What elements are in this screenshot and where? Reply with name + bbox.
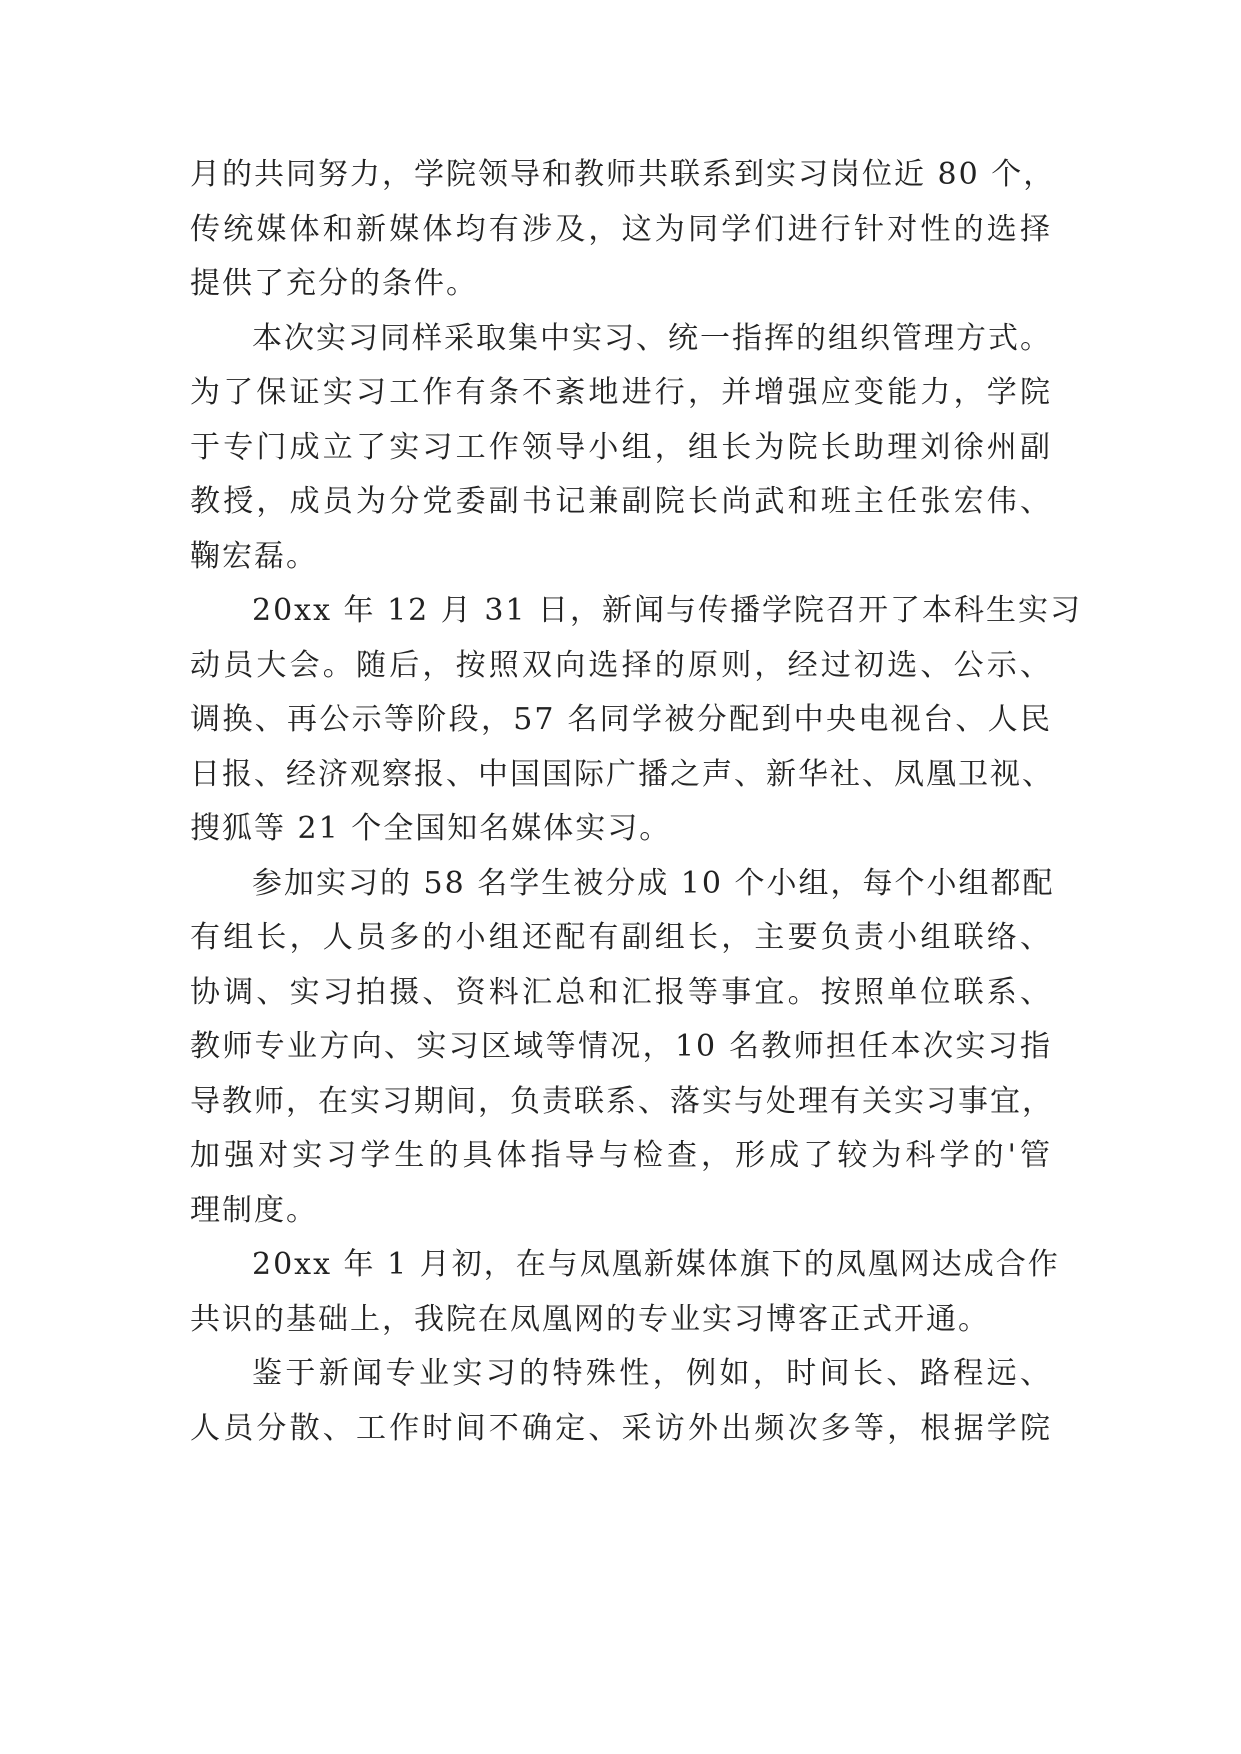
- text-line: 为了保证实习工作有条不紊地进行，并增强应变能力，学院: [190, 375, 1052, 410]
- paragraph-4: [190, 857, 1055, 1239]
- text-line: 鉴于新闻专业实习的特殊性，例如，时间长、路程远、: [252, 1356, 1052, 1391]
- text-line: 人员分散、工作时间不确定、采访外出频次多等，根据学院: [190, 1410, 1052, 1446]
- text-line: 加强对实习学生的具体指导与检查，形成了较为科学的'管: [190, 1138, 1052, 1173]
- text-line: 月的共同努力，学院领导和教师共联系到实习岗位近 80 个，: [190, 157, 1056, 192]
- text-line: 教师专业方向、实习区域等情况，10 名教师担任本次实习指: [190, 1029, 1052, 1064]
- text-line: 教授，成员为分党委副书记兼副院长尚武和班主任张宏伟、: [190, 484, 1052, 519]
- text-line: 鞠宏磊。: [190, 538, 318, 574]
- paragraph-2: [190, 312, 1052, 585]
- paragraph-5: [190, 1238, 1060, 1347]
- text-line: 协调、实习拍摄、资料汇总和汇报等事宜。按照单位联系、: [190, 974, 1052, 1010]
- text-line: 有组长，人员多的小组还配有副组长，主要负责小组联络、: [190, 920, 1052, 955]
- text-line: 传统媒体和新媒体均有涉及，这为同学们进行针对性的选择: [190, 211, 1052, 247]
- text-line: 调换、再公示等阶段，57 名同学被分配到中央电视台、人民: [190, 702, 1052, 737]
- text-line: 提供了充分的条件。: [190, 266, 478, 301]
- text-line: 动员大会。随后，按照双向选择的原则，经过初选、公示、: [190, 647, 1052, 683]
- text-line: 导教师，在实习期间，负责联系、落实与处理有关实习事宜，: [190, 1083, 1054, 1119]
- document-body: [190, 148, 1083, 1456]
- paragraph-6: [190, 1347, 1052, 1456]
- text-line: 参加实习的 58 名学生被分成 10 个小组，每个小组都配: [252, 865, 1055, 901]
- paragraph-1: [190, 148, 1056, 312]
- text-line: 20xx 年 12 月 31 日，新闻与传播学院召开了本科生实习: [252, 593, 1083, 628]
- text-line: 搜狐等 21 个全国知名媒体实习。: [190, 811, 672, 846]
- text-line: 于专门成立了实习工作领导小组，组长为院长助理刘徐州副: [190, 429, 1052, 465]
- text-line: 共识的基础上，我院在凤凰网的专业实习博客正式开通。: [190, 1301, 990, 1337]
- text-line: 本次实习同样采取集中实习、统一指挥的组织管理方式。: [252, 320, 1052, 356]
- text-line: 日报、经济观察报、中国国际广播之声、新华社、凤凰卫视、: [190, 756, 1054, 792]
- paragraph-3: [190, 584, 1083, 857]
- text-line: 20xx 年 1 月初，在与凤凰新媒体旗下的凤凰网达成合作: [252, 1247, 1060, 1282]
- text-line: 理制度。: [190, 1192, 318, 1228]
